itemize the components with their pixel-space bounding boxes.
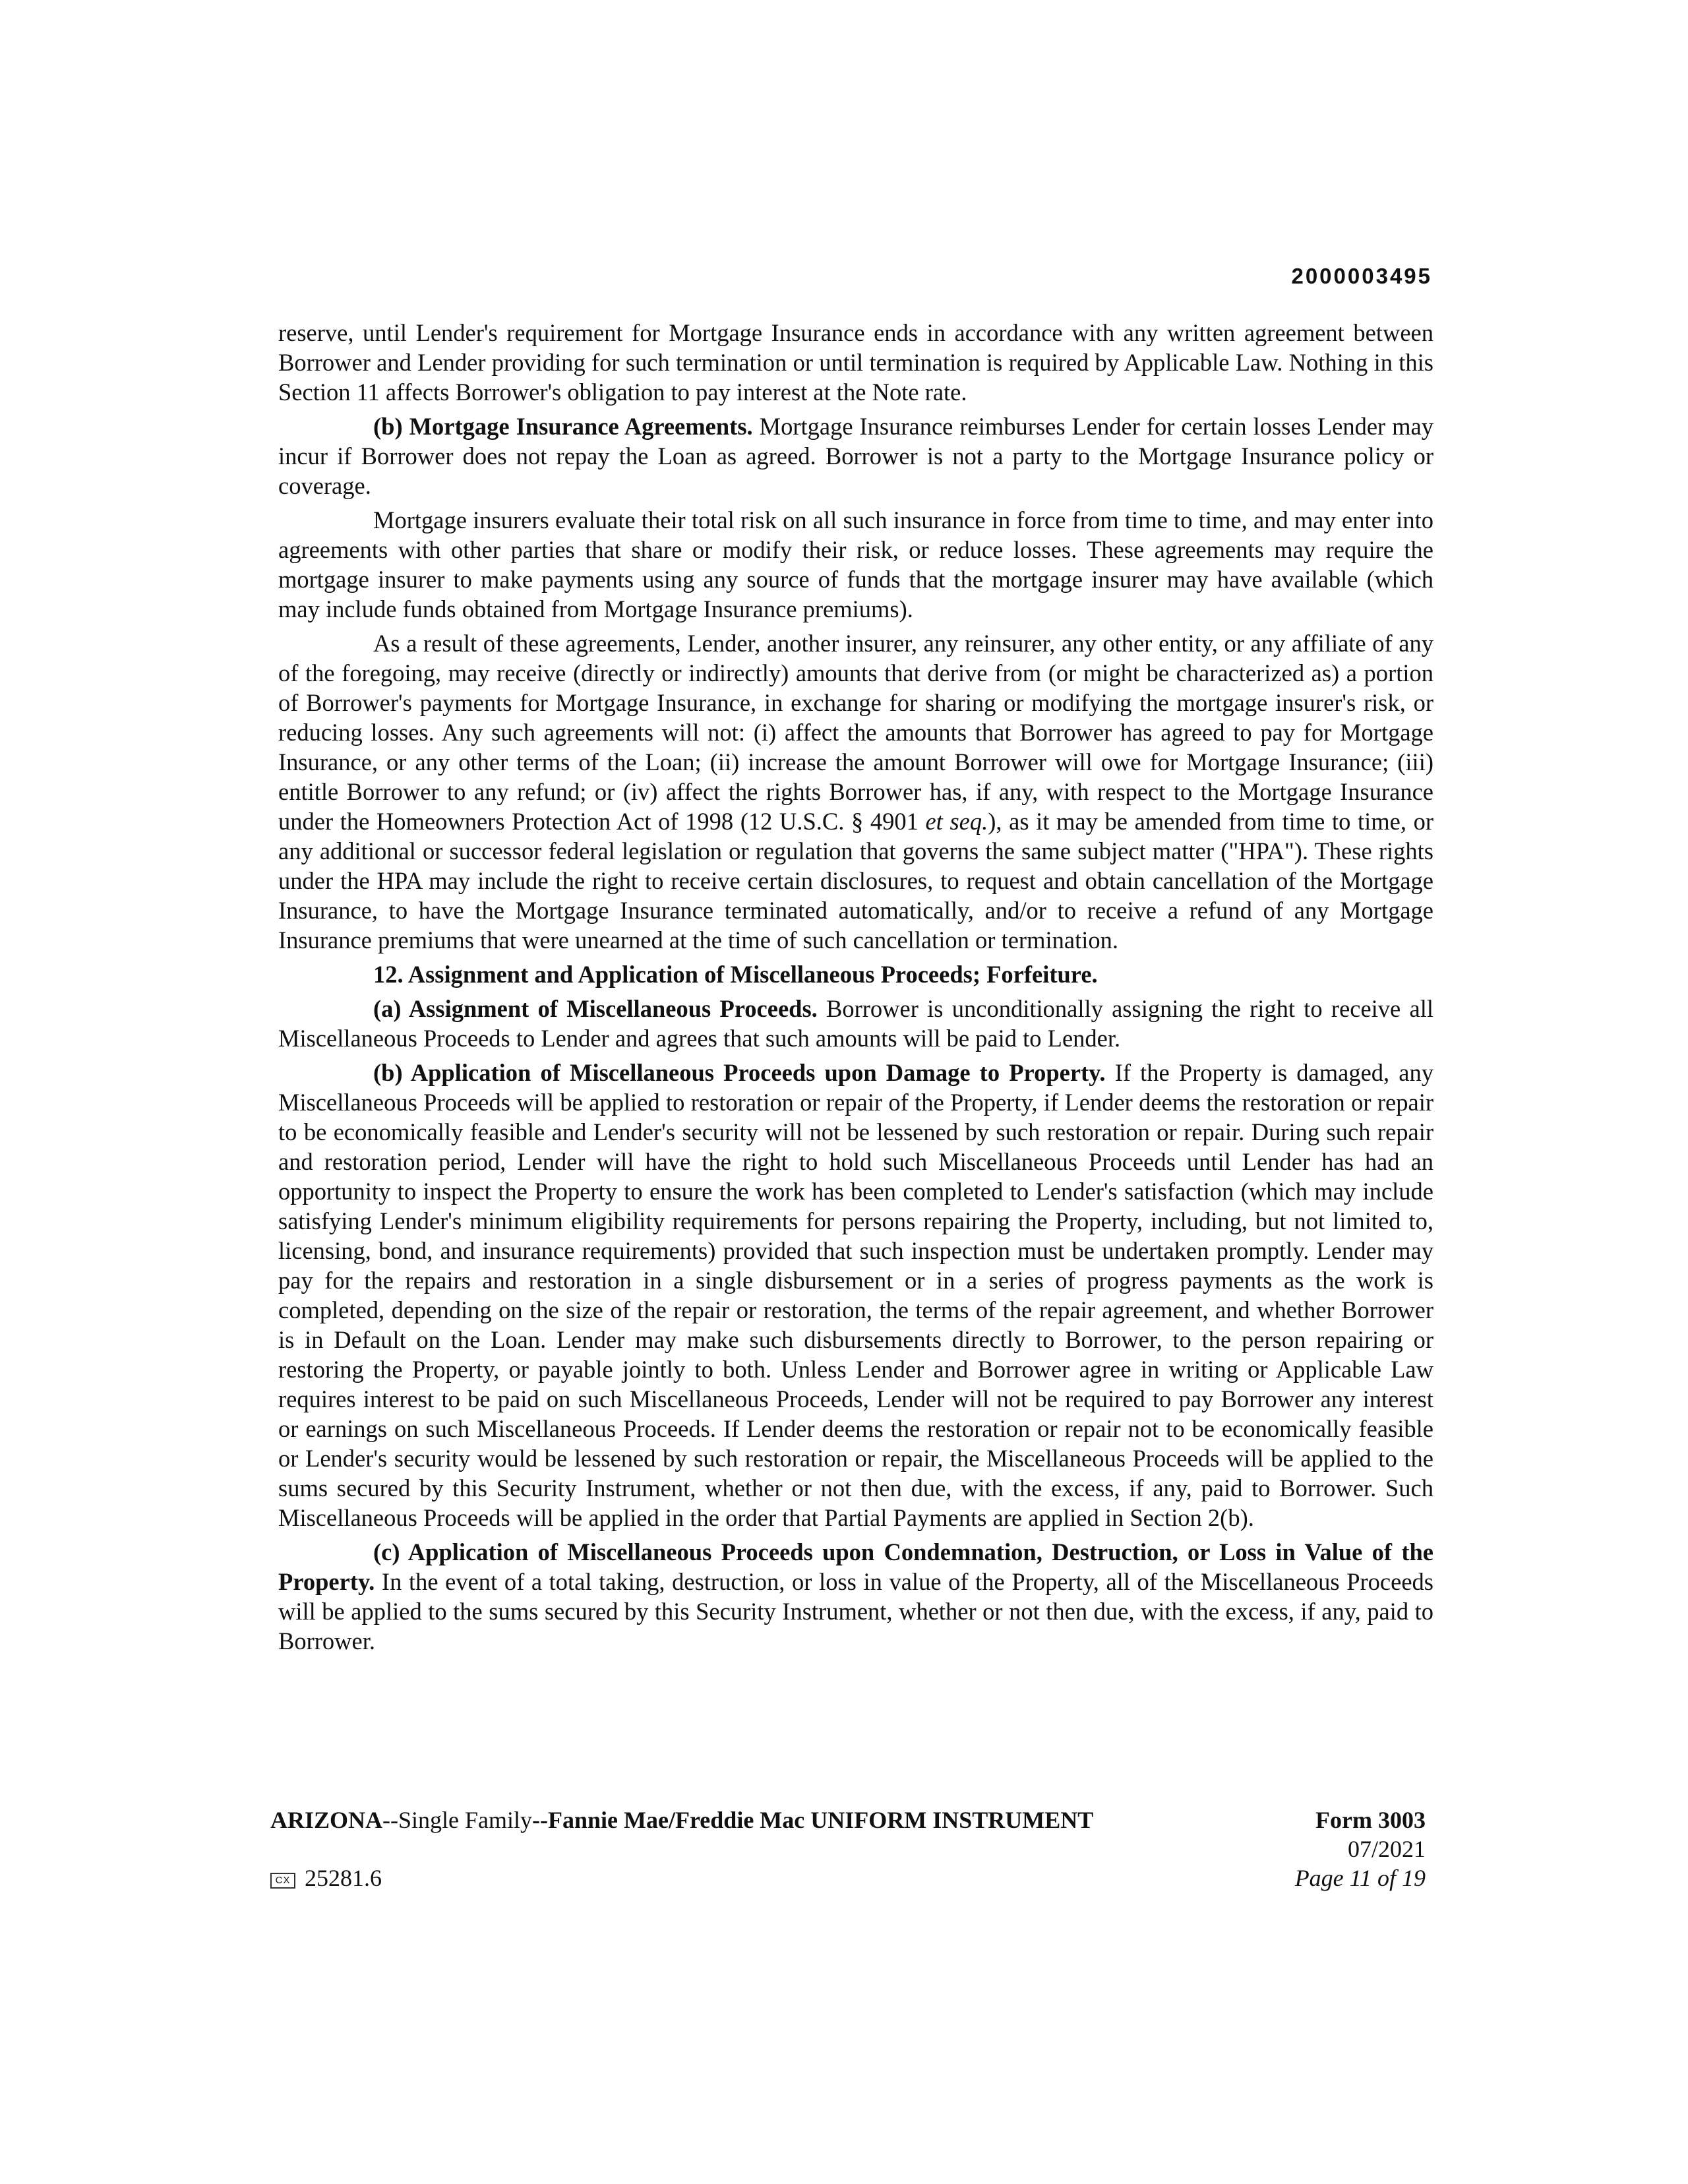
footer-sep: -- [532, 1807, 548, 1833]
paragraph-damage [278, 1058, 1433, 1532]
paragraph-assignment [278, 994, 1433, 1053]
cx-logo-icon: CX [270, 1873, 295, 1889]
form-code [270, 1864, 382, 1893]
paragraph-text: If the Property is damaged, any Miscellaneous Proceeds will be applied to restoration or repair of the Property, if Lender deems the restoration or repair to be economically feasible and Lender's security will not be lessened by such restoration or repair. During such repair and restoration period, Lender will have the right to hold such Miscellaneous Proceeds until Lender has had an opportunity to inspect the Property to ensure the work has been completed to Lender's satisfaction (which may include satisfying Lender's minimum eligibility requirements for persons repairing the Property, including, but not limited to, licensing, bond, and insurance requirements) provided that such inspection must be undertaken promptly. Lender may pay for the repairs and restoration in a single disbursement or in a series of progress payments as the work is completed, depending on the size of the repair or restoration, the terms of the repair agreement, and whether Borrower is in Default on the Loan. Lender may make such disbursements directly to Borrower, to the person repairing or restoring the Property, or payable jointly to both. Unless Lender and Borrower agree in writing or Applicable Law requires interest to be paid on such Miscellaneous Proceeds, Lender will not be required to pay Borrower any interest or earnings on such Miscellaneous Proceeds. If Lender deems the restoration or repair not to be economically feasible or Lender's security would be lessened by such restoration or repair, the Miscellaneous Proceeds will be applied to the sums secured by this Security Instrument, whether or not then due, with the excess, if any, paid to Borrower. Such Miscellaneous Proceeds will be applied in the order that Partial Payments are applied in Section 2(b). [278, 1059, 1434, 1531]
heading-assignment: (a) Assignment of Miscellaneous Proceeds. [373, 995, 818, 1022]
paragraph-text: As a result of these agreements, Lender, another insurer, any reinsurer, any other entity, or any affiliate of any of the foregoing, may receive (directly or indirectly) amounts that derive from (or might be characterized as) a portion of Borrower's payments for Mortgage Insurance, in exchange for sharing or modifying the mortgage insurer's risk, or reducing losses. Any such agreements will not: (i) affect the amounts that Borrower has agreed to pay for Mortgage Insurance, or any other terms of the Loan; (ii) increase the amount Borrower will owe for Mortgage Insurance; (iii) entitle Borrower to any refund; or (iv) affect the rights Borrower has, if any, with respect to the Mortgage Insurance under the Homeowners Protection Act of 1998 (12 U.S.C. § 4901 [278, 630, 1433, 835]
footer-family: Single Family [398, 1807, 533, 1833]
paragraph-text: Borrower is unconditionally assigning the right to receive all Miscellaneous Proceeds to Lender and agrees that such amounts will be paid to Lender. [278, 995, 1433, 1052]
paragraph-text: ), as it may be amended from time to time, or any additional or successor federal legislation or regulation that governs the same subject matter ("HPA"). These rights under the HPA may include the right to receive certain disclosures, to request and obtain cancellation of the Mortgage Insurance, to have the Mortgage Insurance terminated automatically, and/or to receive a refund of any Mortgage Insurance premiums that were unearned at the time of such cancellation or termination. [278, 808, 1434, 954]
italic-text: et seq. [925, 808, 988, 835]
document-number: 2000003495 [1291, 264, 1432, 288]
footer-instrument: Fannie Mae/Freddie Mac UNIFORM INSTRUMENT [548, 1807, 1094, 1833]
form-date: 07/2021 [1347, 1836, 1426, 1862]
footer-form-info [1295, 1805, 1426, 1893]
form-code-number: 25281.6 [305, 1865, 382, 1891]
form-number: Form 3003 [1315, 1807, 1426, 1833]
paragraph-text: In the event of a total taking, destruction, or loss in value of the Property, all of the Miscellaneous Proceeds will be applied to the sums secured by this Security Instrument, whether or not then due, with the excess, if any, paid to Borrower. [278, 1568, 1433, 1654]
paragraph-condemnation [278, 1537, 1433, 1656]
paragraph-hpa [278, 628, 1433, 955]
document-body [278, 318, 1433, 1660]
heading-damage: (b) Application of Miscellaneous Proceeds upon Damage to Property. [373, 1059, 1106, 1086]
paragraph-mi-reserve: reserve, until Lender's requirement for Mortgage Insurance ends in accordance with any written agreement between Borrower and Lender providing for such termination or until termination is required by Applicable Law. Nothing in this Section 11 affects Borrower's obligation to pay interest at the Note rate. [278, 319, 1433, 406]
section-12-heading [278, 959, 1433, 989]
heading-condemnation: (c) Application of Miscellaneous Proceeds upon Condemnation, Destruction, or Loss in Value of the Property. [278, 1538, 1433, 1595]
paragraph-mi-agreements [278, 411, 1433, 501]
paragraph-mi-risk: Mortgage insurers evaluate their total risk on all such insurance in force from time to time, and may enter into agreements with other parties that share or modify their risk, or reduce losses. These agreements may require the mortgage insurer to make payments using any source of funds that the mortgage insurer may have available (which may include funds obtained from Mortgage Insurance premiums). [278, 506, 1433, 622]
heading-section-12: 12. Assignment and Application of Miscellaneous Proceeds; Forfeiture. [373, 961, 1098, 988]
heading-mi-agreements: (b) Mortgage Insurance Agreements. [373, 413, 753, 440]
paragraph-text: Mortgage Insurance reimburses Lender for certain losses Lender may incur if Borrower does not repay the Loan as agreed. Borrower is not a party to the Mortgage Insurance policy or coverage. [278, 413, 1434, 499]
page-number: Page 11 of 19 [1294, 1865, 1426, 1891]
footer-sep: -- [382, 1807, 398, 1833]
footer-title [270, 1805, 1093, 1835]
footer-state: ARIZONA [270, 1807, 383, 1833]
